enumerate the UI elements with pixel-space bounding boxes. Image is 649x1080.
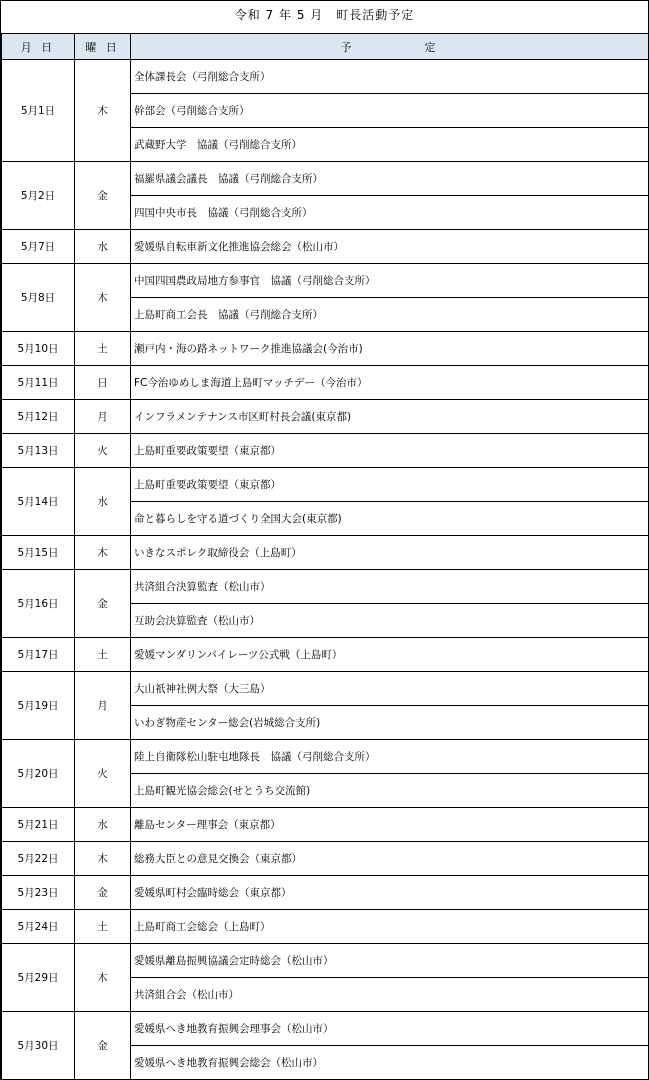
weekday-cell: 金 (75, 876, 131, 910)
schedule-item: 幹部会（弓削総合支所） (131, 94, 649, 128)
weekday-cell: 火 (75, 434, 131, 468)
weekday-cell: 金 (75, 570, 131, 638)
weekday-cell: 土 (75, 638, 131, 672)
date-cell: 5月14日 (2, 468, 75, 536)
date-cell: 5月19日 (2, 672, 75, 740)
table-row (2, 60, 649, 94)
date-cell: 5月16日 (2, 570, 75, 638)
weekday-cell: 水 (75, 468, 131, 536)
date-cell: 5月13日 (2, 434, 75, 468)
weekday-cell: 土 (75, 910, 131, 944)
date-cell: 5月8日 (2, 264, 75, 332)
table-row (2, 434, 649, 468)
page-title: 令和 7 年 5 月 町長活動予定 (234, 8, 415, 22)
schedule-item: 上島町重要政策要望（東京都） (131, 468, 649, 502)
schedule-item: 共済組合決算監査（松山市） (131, 570, 649, 604)
table-row (2, 570, 649, 604)
schedule-item: 上島町観光協会総会(せとうち交流館) (131, 774, 649, 808)
weekday-cell: 日 (75, 366, 131, 400)
weekday-cell: 水 (75, 808, 131, 842)
schedule-item: 全体課長会（弓削総合支所） (131, 60, 649, 94)
table-row (2, 910, 649, 944)
table-row (2, 638, 649, 672)
date-cell: 5月11日 (2, 366, 75, 400)
date-cell: 5月22日 (2, 842, 75, 876)
table-row (2, 230, 649, 264)
weekday-cell: 木 (75, 944, 131, 1012)
table-row (2, 740, 649, 774)
table-row (2, 876, 649, 910)
weekday-cell: 木 (75, 842, 131, 876)
date-cell: 5月30日 (2, 1012, 75, 1080)
schedule-item: 陸上自衛隊松山駐屯地隊長 協議（弓削総合支所） (131, 740, 649, 774)
schedule-item: 愛媛県自転車新文化推進協会総会（松山市） (131, 230, 649, 264)
header-row (2, 34, 649, 60)
schedule-item: 中国四国農政局地方参事官 協議（弓削総合支所） (131, 264, 649, 298)
schedule-item: FC今治ゆめしま海道上島町マッチデー（今治市） (131, 366, 649, 400)
date-cell: 5月29日 (2, 944, 75, 1012)
schedule-item: 愛媛マンダリンパイレーツ公式戦（上島町） (131, 638, 649, 672)
table-row (2, 1012, 649, 1046)
weekday-cell: 土 (75, 332, 131, 366)
table-row (2, 366, 649, 400)
date-cell: 5月15日 (2, 536, 75, 570)
date-cell: 5月24日 (2, 910, 75, 944)
date-cell: 5月2日 (2, 162, 75, 230)
table-row (2, 400, 649, 434)
weekday-cell: 月 (75, 400, 131, 434)
schedule-item: いわぎ物産センター総会(岩城総合支所) (131, 706, 649, 740)
date-cell: 5月12日 (2, 400, 75, 434)
schedule-item: 上島町商工会長 協議（弓削総合支所） (131, 298, 649, 332)
schedule-item: いきなスポレク取締役会（上島町） (131, 536, 649, 570)
weekday-cell: 金 (75, 162, 131, 230)
schedule-table (1, 33, 649, 1080)
schedule-item: 愛媛県へき地教育振興会総会（松山市） (131, 1046, 649, 1080)
weekday-cell: 金 (75, 1012, 131, 1080)
schedule-item: インフラメンテナンス市区町村長会議(東京都) (131, 400, 649, 434)
table-row (2, 468, 649, 502)
schedule-item: 命と暮らしを守る道づくり全国大会(東京都) (131, 502, 649, 536)
header-schedule: 予 定 (131, 34, 649, 60)
table-row (2, 808, 649, 842)
schedule-item: 共済組合会（松山市） (131, 978, 649, 1012)
date-cell: 5月10日 (2, 332, 75, 366)
header-day: 曜 日 (75, 34, 131, 60)
date-cell: 5月20日 (2, 740, 75, 808)
date-cell: 5月21日 (2, 808, 75, 842)
table-row (2, 264, 649, 298)
table-row (2, 672, 649, 706)
schedule-item: 武蔵野大学 協議（弓削総合支所） (131, 128, 649, 162)
schedule-item: 愛媛県離島振興協議会定時総会（松山市） (131, 944, 649, 978)
weekday-cell: 水 (75, 230, 131, 264)
schedule-item: 総務大臣との意見交換会（東京都） (131, 842, 649, 876)
date-cell: 5月1日 (2, 60, 75, 162)
table-row (2, 536, 649, 570)
weekday-cell: 木 (75, 536, 131, 570)
schedule-item: 福羅県議会議長 協議（弓削総合支所） (131, 162, 649, 196)
weekday-cell: 月 (75, 672, 131, 740)
schedule-item: 上島町重要政策要望（東京都） (131, 434, 649, 468)
table-row (2, 162, 649, 196)
table-row (2, 842, 649, 876)
weekday-cell: 火 (75, 740, 131, 808)
schedule-item: 瀬戸内・海の路ネットワーク推進協議会(今治市) (131, 332, 649, 366)
schedule-item: 上島町商工会総会（上島町） (131, 910, 649, 944)
date-cell: 5月7日 (2, 230, 75, 264)
schedule-item: 互助会決算監査（松山市） (131, 604, 649, 638)
schedule-item: 愛媛県町村会臨時総会（東京都） (131, 876, 649, 910)
table-row (2, 944, 649, 978)
date-cell: 5月23日 (2, 876, 75, 910)
header-date: 月 日 (2, 34, 75, 60)
date-cell: 5月17日 (2, 638, 75, 672)
table-row (2, 332, 649, 366)
weekday-cell: 木 (75, 60, 131, 162)
schedule-item: 愛媛県へき地教育振興会理事会（松山市） (131, 1012, 649, 1046)
schedule-body (2, 60, 649, 1080)
schedule-item: 大山祇神社例大祭（大三島） (131, 672, 649, 706)
weekday-cell: 木 (75, 264, 131, 332)
schedule-item: 離島センター理事会（東京都） (131, 808, 649, 842)
schedule-item: 四国中央市長 協議（弓削総合支所） (131, 196, 649, 230)
